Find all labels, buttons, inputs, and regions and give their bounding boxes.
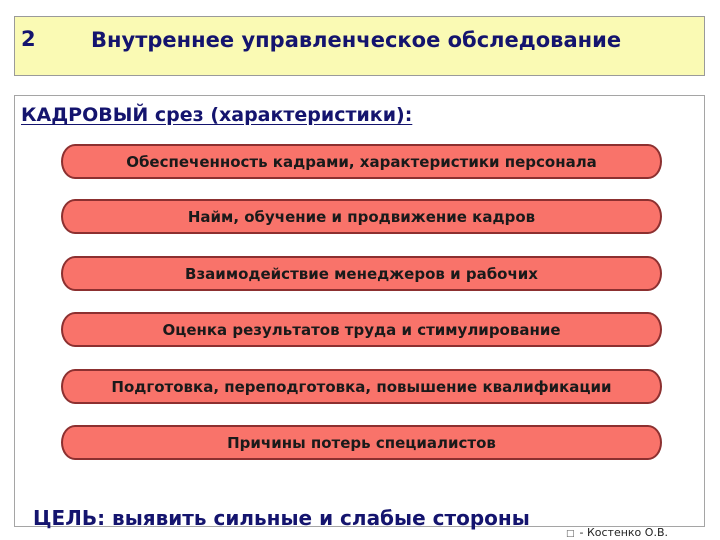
list-item: Обеспеченность кадрами, характеристики персонала — [61, 144, 662, 179]
list-item: Причины потерь специалистов — [61, 425, 662, 460]
content-box — [14, 95, 705, 530]
author-credit-text: - Костенко О.В. — [576, 526, 668, 539]
section-heading: КАДРОВЫЙ срез (характеристики): — [21, 104, 413, 126]
goal-statement: ЦЕЛЬ: выявить сильные и слабые стороны — [33, 506, 530, 530]
list-item: Оценка результатов труда и стимулирование — [61, 312, 662, 347]
list-item: Подготовка, переподготовка, повышение квалификации — [61, 369, 662, 404]
slide-title: Внутреннее управленческое обследование — [91, 28, 622, 52]
copyright-icon: □ — [566, 529, 575, 539]
slide-number: 2 — [21, 27, 36, 51]
list-item: Найм, обучение и продвижение кадров — [61, 199, 662, 234]
list-item: Взаимодействие менеджеров и рабочих — [61, 256, 662, 291]
title-box — [14, 16, 705, 76]
author-credit — [566, 526, 668, 539]
